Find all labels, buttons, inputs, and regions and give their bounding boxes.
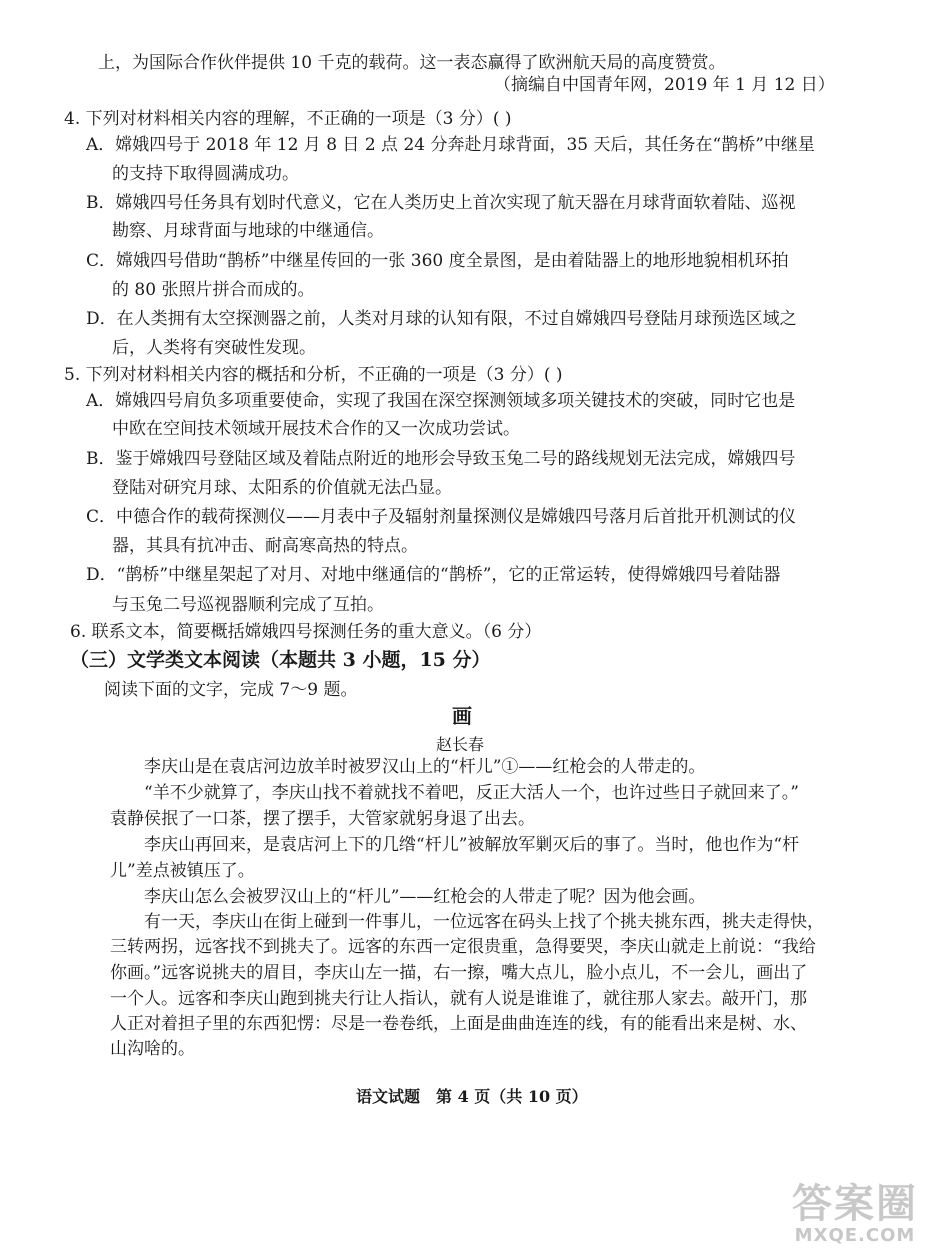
q5-option-a-line2: 中欧在空间技术领域开展技术合作的又一次成功尝试。	[112, 419, 520, 439]
story-paragraph-3-line2: 儿”差点被镇压了。	[110, 861, 255, 881]
page-footer: 语文试题 第 4 页（共 10 页）	[356, 1087, 588, 1106]
q4-option-c-line2: 的 80 张照片拼合而成的。	[112, 280, 315, 300]
q5-option-d-line1: D．“鹊桥”中继星架起了对月、对地中继通信的“鹊桥”，它的正常运转，使得嫦娥四号着陆器	[86, 565, 781, 585]
q4-option-d-line1: D．在人类拥有太空探测器之前，人类对月球的认知有限，不过自嫦娥四号登陆月球预选区域之	[86, 309, 797, 329]
watermark-logo-text: 答案圈	[792, 1181, 918, 1227]
q4-option-a-line1: A．嫦娥四号于 2018 年 12 月 8 日 2 点 24 分奔赴月球背面，35 天后，其任务在“鹊桥”中继星	[86, 135, 815, 155]
story-paragraph-5-line3: 你画。”远客说挑夫的眉目，李庆山左一描，右一擦，嘴大点儿，脸小点儿，不一会儿，画出了	[110, 963, 808, 983]
section-instruction: 阅读下面的文字，完成 7～9 题。	[104, 680, 358, 700]
question-6-stem: 6. 联系文本，简要概括嫦娥四号探测任务的重大意义。（6 分）	[70, 622, 542, 642]
q5-option-d-line2: 与玉兔二号巡视器顺利完成了互拍。	[112, 595, 384, 615]
question-4-stem: 4. 下列对材料相关内容的理解，不正确的一项是（3 分）( )	[64, 109, 512, 129]
story-paragraph-4: 李庆山怎么会被罗汉山上的“杆儿”——红枪会的人带走了呢？因为他会画。	[144, 887, 706, 907]
story-paragraph-5-line2: 三转两拐，远客找不到挑夫了。远客的东西一定很贵重，急得要哭，李庆山就走上前说：“我给	[110, 937, 816, 957]
q5-option-b-line1: B．鉴于嫦娥四号登陆区域及着陆点附近的地形会导致玉兔二号的路线规划无法完成，嫦娥四号	[86, 449, 796, 469]
story-paragraph-5-line5: 人正对着担子里的东西犯愣：尽是一卷卷纸，上面是曲曲连连的线，有的能看出来是树、水、	[110, 1014, 807, 1034]
q4-option-b-line2: 勘察、月球背面与地球的中继通信。	[112, 221, 384, 241]
q4-option-b-line1: B．嫦娥四号任务具有划时代意义，它在人类历史上首次实现了航天器在月球背面软着陆、巡视	[86, 193, 796, 213]
q5-option-a-line1: A．嫦娥四号肩负多项重要使命，实现了我国在深空探测领域多项关键技术的突破，同时它也是	[86, 391, 796, 411]
q4-option-d-line2: 后，人类将有突破性发现。	[112, 338, 316, 358]
q5-option-c-line1: C．中德合作的载荷探测仪——月表中子及辐射剂量探测仪是嫦娥四号落月后首批开机测试的仪	[86, 507, 797, 527]
story-paragraph-1: 李庆山是在袁店河边放羊时被罗汉山上的“杆儿”①——红枪会的人带走的。	[144, 757, 706, 777]
story-author: 赵长春	[436, 735, 485, 754]
story-title: 画	[452, 704, 472, 728]
q4-option-a-line2: 的支持下取得圆满成功。	[112, 164, 299, 184]
q4-option-c-line1: C．嫦娥四号借助“鹊桥”中继星传回的一张 360 度全景图，是由着陆器上的地形地貌相机环拍	[86, 251, 789, 271]
passage-source: （摘编自中国青年网，2019 年 1 月 12 日）	[494, 75, 835, 95]
passage-tail-line: 上，为国际合作伙伴提供 10 千克的载荷。这一表态赢得了欧洲航天局的高度赞赏。	[98, 53, 726, 73]
watermark-logo	[780, 1182, 930, 1252]
q5-option-b-line2: 登陆对研究月球、太阳系的价值就无法凸显。	[112, 478, 452, 498]
story-paragraph-3-line1: 李庆山再回来，是袁店河上下的几绺“杆儿”被解放军剿灭后的事了。当时，他也作为“杆	[144, 835, 800, 855]
watermark-url: MXQE.COM	[794, 1225, 916, 1246]
story-paragraph-5-line4: 一个人。远客和李庆山跑到挑夫行让人指认，就有人说是谁谁了，就往那人家去。敲开门，那	[110, 989, 807, 1009]
q5-option-c-line2: 器，其具有抗冲击、耐高寒高热的特点。	[112, 536, 418, 556]
story-paragraph-5-line1: 有一天，李庆山在街上碰到一件事儿，一位远客在码头上找了个挑夫挑东西，挑夫走得快，	[144, 912, 824, 932]
story-paragraph-2-line1: “羊不少就算了，李庆山找不着就找不着吧，反正大活人一个，也许过些日子就回来了。”	[144, 783, 799, 803]
question-5-stem: 5. 下列对材料相关内容的概括和分析，不正确的一项是（3 分）( )	[64, 365, 563, 385]
section-heading: （三）文学类文本阅读（本题共 3 小题，15 分）	[70, 649, 491, 671]
story-paragraph-5-line6: 山沟啥的。	[110, 1039, 195, 1059]
story-paragraph-2-line2: 袁静侯抿了一口茶，摆了摆手，大管家就躬身退了出去。	[110, 809, 535, 829]
